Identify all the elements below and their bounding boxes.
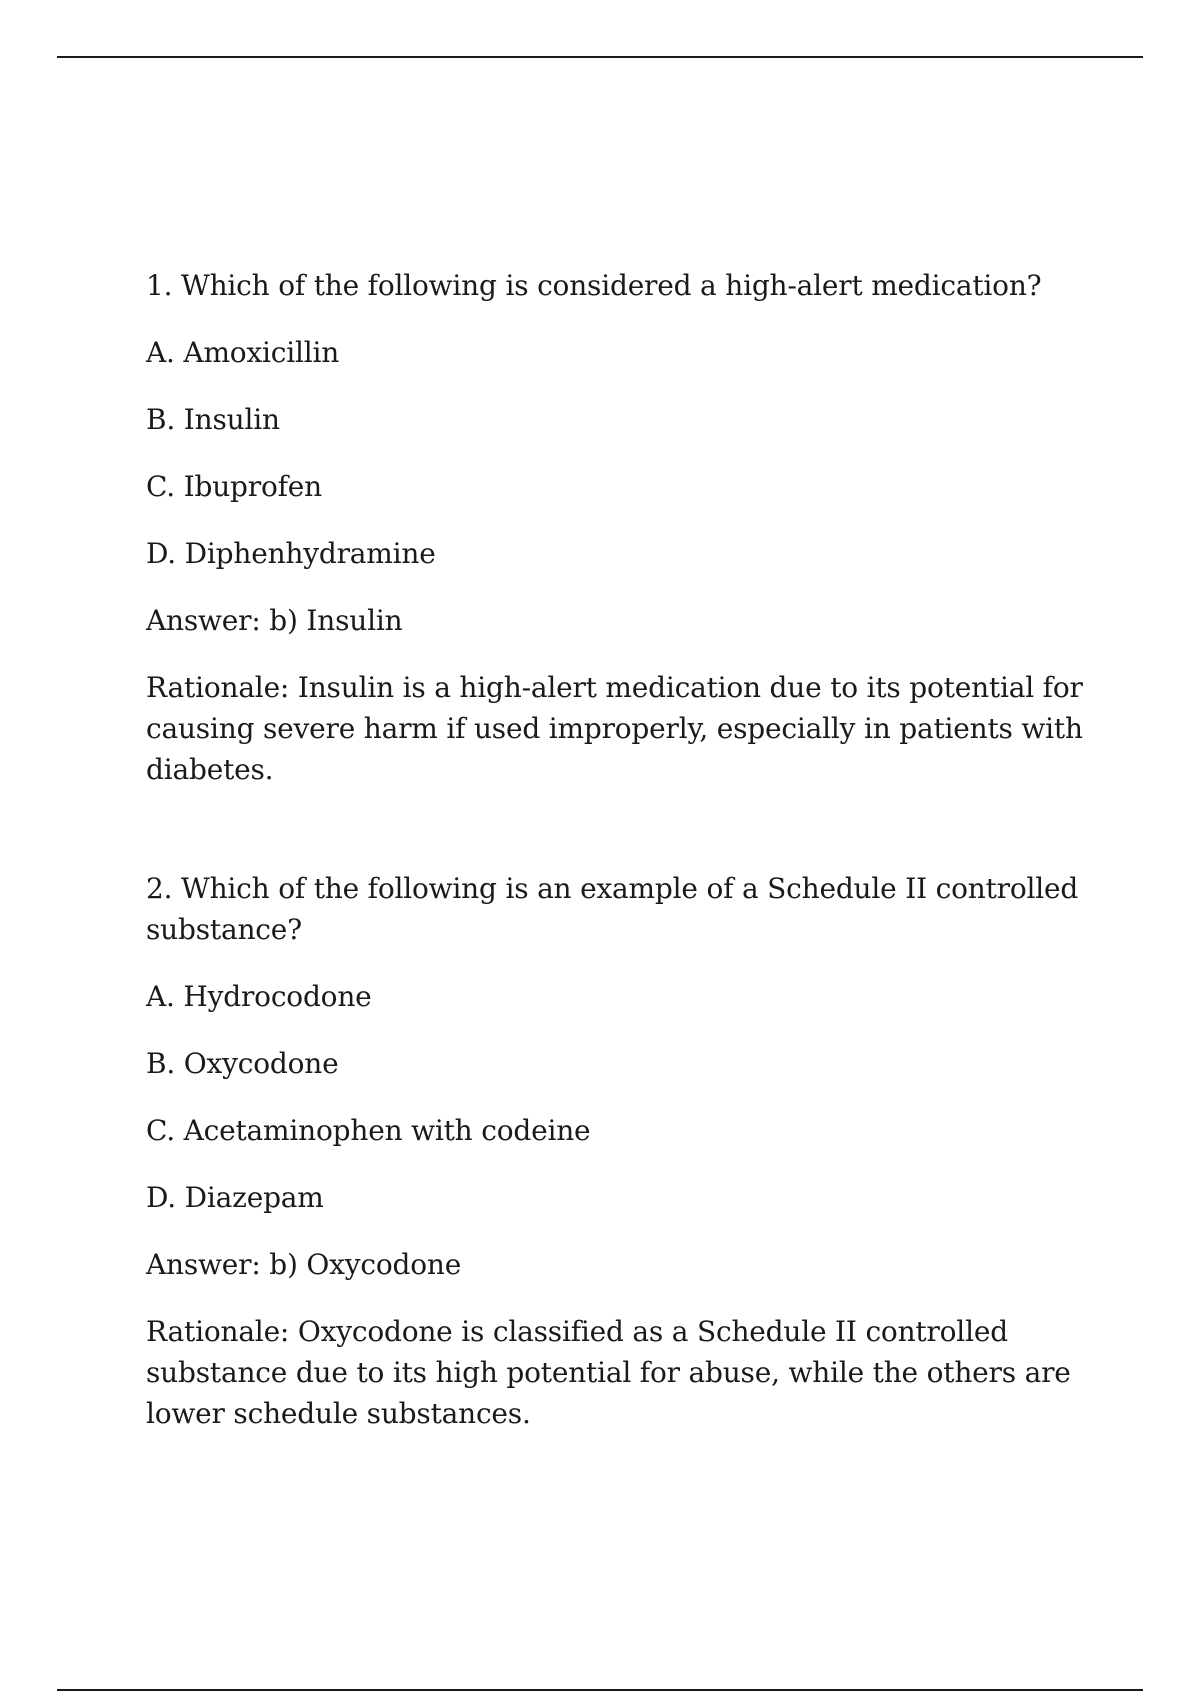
option-d: D. Diphenhydramine <box>146 537 436 570</box>
option-c: C. Ibuprofen <box>146 470 322 503</box>
answer-text: Answer: b) Insulin <box>146 604 403 637</box>
rationale-text: Rationale: Oxycodone is classified as a Schedule II controlled substance due to its high potential for abuse, while the others are lower schedule substances. <box>146 1315 1071 1430</box>
answer-text: Answer: b) Oxycodone <box>146 1248 462 1281</box>
option-a: A. Hydrocodone <box>146 980 372 1013</box>
document-body <box>146 265 1096 1434</box>
option-d: D. Diazepam <box>146 1181 324 1214</box>
option-c: C. Acetaminophen with codeine <box>146 1114 591 1147</box>
rationale-text: Rationale: Insulin is a high-alert medication due to its potential for causing severe harm if used improperly, especially in patients with diabetes. <box>146 671 1083 786</box>
option-a: A. Amoxicillin <box>146 336 340 369</box>
question-text: 2. Which of the following is an example of a Schedule II controlled substance? <box>146 872 1079 946</box>
question-block-1 <box>146 265 1096 790</box>
header-divider <box>57 56 1143 58</box>
option-b: B. Oxycodone <box>146 1047 339 1080</box>
question-block-2 <box>146 868 1096 1434</box>
question-text: 1. Which of the following is considered a high-alert medication? <box>146 269 1042 302</box>
footer-divider <box>57 1689 1143 1691</box>
option-b: B. Insulin <box>146 403 280 436</box>
